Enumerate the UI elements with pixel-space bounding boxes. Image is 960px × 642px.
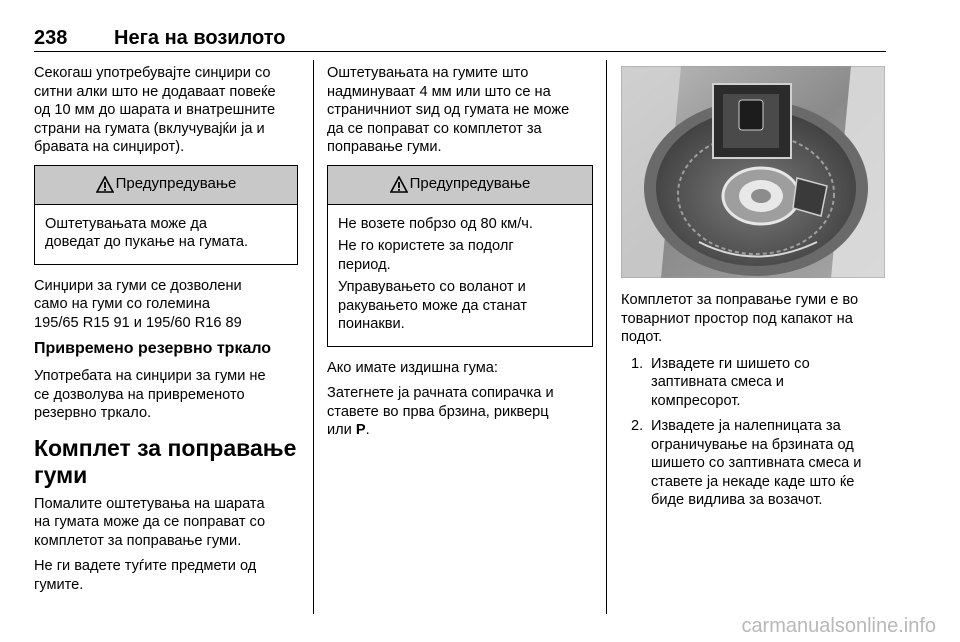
spare-wheel-heading: Привремено резервно тркало (34, 340, 272, 357)
step-number: 2. (631, 418, 644, 434)
chains-intro: Секогаш употребувајте синџири со ситни алки што не додаваат повеќе од 10 мм до шарата и внатрешните страни на гумата (вклучувајќи ја и бравата на синџирот). (34, 65, 276, 155)
warning-title: Предупредување (115, 175, 237, 193)
column-2 (327, 64, 593, 447)
warning-speed-text: Не возете побрзо од 80 км/ч. (338, 215, 533, 232)
warning-title: Предупредување (409, 175, 531, 193)
park-gear-letter: P (355, 422, 366, 438)
step-number: 1. (631, 355, 644, 372)
repair-kit-para1: Помалите оштетувања на шарата на гумата може да се поправат со комплетот за поправање гуми. (34, 495, 266, 549)
flat-tire-text: Ако имате издишна гума: (327, 359, 498, 376)
warning-handling-text: Управувањето со воланот и ракувањето може да станат поинакви. (338, 279, 528, 332)
warning-box-2 (327, 165, 593, 347)
step-text: Извадете ја налепницата за ограничување на брзината од шишето со заптивната смеса и ставете ја некаде каде што ќе биде видлива за возачот. (651, 418, 862, 508)
column-divider-2 (606, 60, 607, 614)
step-text: Извадете ги шишето со заптивната смеса и компресорот. (651, 355, 810, 409)
header-rule (34, 51, 886, 52)
instructions-list (621, 355, 887, 510)
watermark: carmanualsonline.info (741, 615, 936, 637)
warning-text: Оштетувањата може да доведат до пукање на гумата. (45, 215, 249, 250)
handbrake-text (327, 384, 593, 440)
list-item (621, 417, 887, 510)
chapter-title: Нега на возилото (114, 27, 286, 49)
repair-kit-para2: Не ги вадете туѓите предмети од гумите. (34, 558, 257, 593)
warning-triangle-icon (390, 176, 408, 193)
column-1 (34, 64, 298, 601)
handbrake-text-main: Затегнете ја рачната сопирачка и ставете во прва брзина, рикверц или (327, 385, 554, 438)
warning-duration-text: Не го користете за подолг период. (338, 238, 514, 273)
repair-kit-illustration (621, 66, 885, 278)
warning-triangle-icon (96, 176, 114, 193)
warning-header (35, 166, 297, 205)
repair-kit-heading: Комплет за поправање гуми (34, 434, 297, 488)
repair-kit-location-text: Комплетот за поправање гуми е во товарниот простор под капакот на подот. (621, 292, 859, 345)
spare-wheel-text: Употребата на синџири за гуми не се дозволува на привременото резервно тркало. (34, 368, 266, 421)
column-divider-1 (313, 60, 314, 614)
page-number: 238 (34, 27, 68, 49)
warning-header (328, 166, 592, 205)
warning-box-1 (34, 165, 298, 265)
column-3 (621, 291, 887, 517)
page-header (34, 20, 886, 52)
list-item (621, 355, 887, 411)
handbrake-text-end: . (365, 422, 370, 438)
damage-limits-text: Оштетувањата на гумите што надминуваат 4 мм или што се на страничниот ѕид од гумата не може да се поправат со комплетот за поправање гуми. (327, 65, 570, 155)
allowed-sizes-text: Синџири за гуми се дозволени само на гуми со големина 195/65 R15 91 и 195/60 R16 89 (34, 277, 242, 331)
